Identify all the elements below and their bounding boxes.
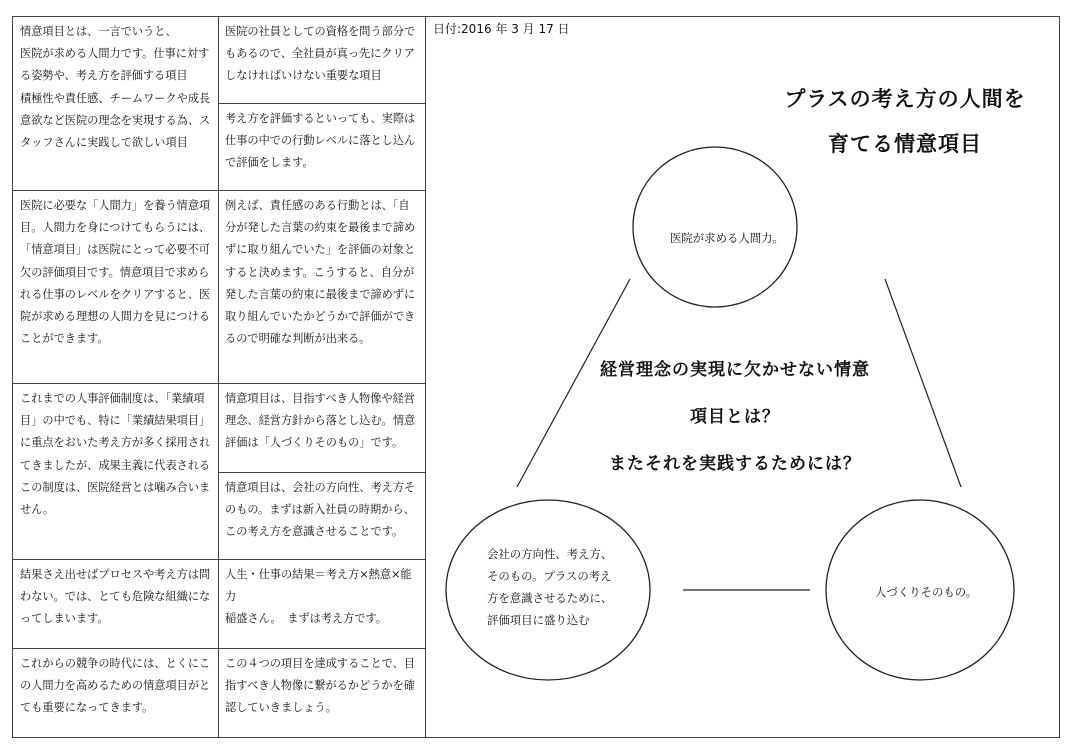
mid-cell-3 <box>218 191 425 384</box>
mid-cell-3-text: 例えば、責任感のある行動とは、「自分が発した言葉の約束を最後まで諦めずに取り組んでいた」を評価の対象とすると決めます。こうすると、自分が発した言葉の約束に最後まで諦めずに取り組んでいたかどうかで評価ができるので明確な判断が出来る。 <box>225 199 416 346</box>
left-cell-2 <box>13 191 218 384</box>
left-cell-2-text: 医院に必要な「人間力」を養う情意項目。人間力を身につけてもらうには、「情意項目」は医院にとって必要不可欠の評価項目です。情意項目で求められる仕事のレベルをクリアすると、医院が求める理想の人間力を見につけることができます。 <box>20 199 211 346</box>
date-line: 日付:2016 年 3 月 17 日 <box>433 22 570 36</box>
central-question: 経営理念の実現に欠かせない情意 項目とは？ またそれを実践するためには？ <box>600 360 870 474</box>
mid-cell-6-text: 人生・仕事の結果＝考え方×熱意×能力 稲盛さん。 まずは考え方です。 <box>225 568 412 626</box>
circle-bottom-left-label: 会社の方向性、考え方、 そのもの。プラスの考え 方を意識させるために、 評価項目に盛り込む <box>487 547 613 627</box>
mid-cell-7 <box>218 649 425 737</box>
document-sheet <box>12 16 1060 738</box>
mid-cell-4 <box>218 384 425 473</box>
mid-cell-1 <box>218 17 425 104</box>
mid-cell-1-text: 医院の社員としての資格を問う部分でもあるので、全社員が真っ先にクリアしなければいけない重要な項目 <box>225 25 416 83</box>
mid-cell-6 <box>218 560 425 649</box>
mid-cell-5 <box>218 473 425 560</box>
right-panel <box>425 17 1059 737</box>
mid-cell-5-text: 情意項目は、会社の方向性、考え方そのもの。まずは新入社員の時期から、この考え方を意識させることです。 <box>225 481 416 539</box>
left-cell-5-text: これからの競争の時代には、とくにこの人間力を高めるための情意項目がとても重要になってきます。 <box>20 657 211 715</box>
document-title: プラスの考え方の人間を 育てる情意項目 <box>784 87 1026 156</box>
left-cell-4 <box>13 560 218 649</box>
mid-cell-2 <box>218 104 425 191</box>
mid-cell-7-text: この４つの項目を達成することで、目指すべき人物像に繋がるかどうかを確認していきましょう。 <box>225 657 415 715</box>
circle-top-label: 医院が求める人間力。 <box>670 231 784 245</box>
left-cell-3-text: これまでの人事評価制度は、「業績項目」の中でも、特に「業績結果項目」に重点をおいた考え方が多く採用されてきましたが、成果主義に代表されるこの制度は、医院経営とは噛み合いません。 <box>20 392 211 517</box>
circle-bottom-right-label: 人づくりそのもの。 <box>875 585 978 599</box>
left-cell-1-text: 情意項目とは、一言でいうと、 医院が求める人間力です。仕事に対する姿勢や、考え方を評価する項目 積極性や責任感、チームワークや成長意欲など医院の理念を実現する為、スタッフさんに実践して欲しい項目 <box>20 25 211 150</box>
left-cell-4-text: 結果さえ出せばプロセスや考え方は問わない。では、とても危険な組織になってしまいます。 <box>20 568 211 626</box>
left-column <box>13 17 219 737</box>
middle-column <box>218 17 426 737</box>
left-cell-3 <box>13 384 218 560</box>
mid-cell-2-text: 考え方を評価するといっても、実際は仕事の中での行動レベルに落とし込んで評価をします。 <box>225 112 416 170</box>
mid-cell-4-text: 情意項目は、目指すべき人物像や経営理念、経営方針から落とし込む。情意評価は「人づくりそのもの」です。 <box>225 392 416 450</box>
left-cell-1 <box>13 17 218 191</box>
left-cell-5 <box>13 649 218 737</box>
